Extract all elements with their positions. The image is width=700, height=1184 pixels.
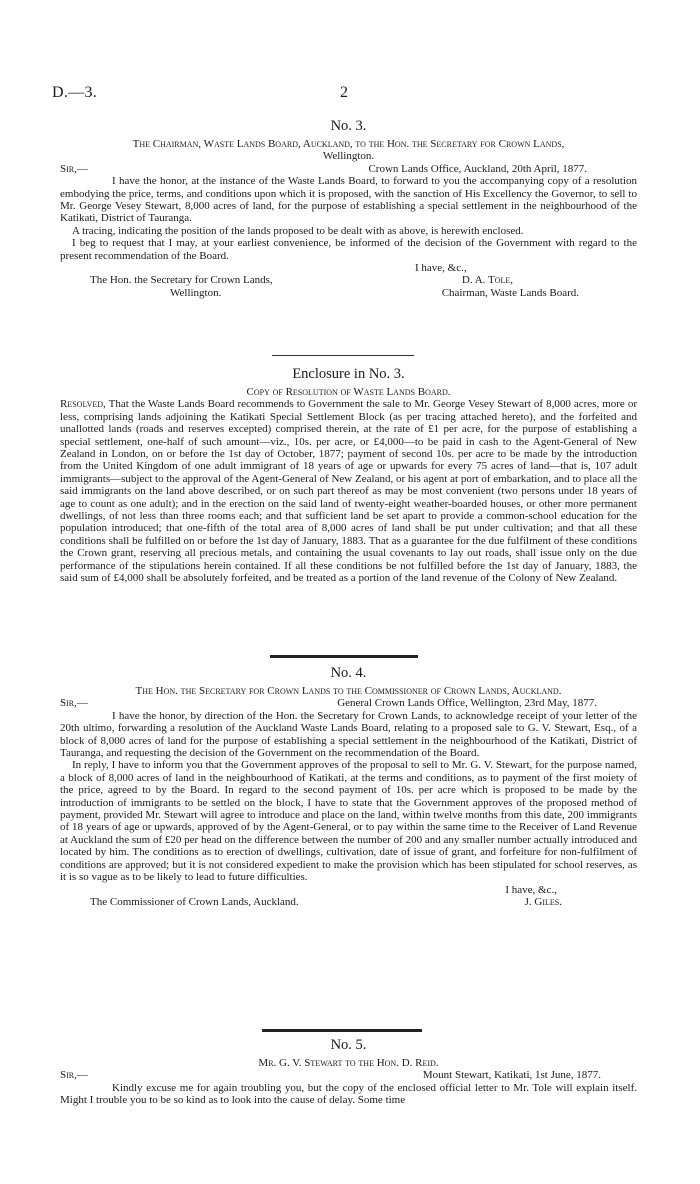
- letter-heading: No. 4.: [330, 665, 367, 681]
- enclosure-heading: Enclosure in No. 3.: [292, 366, 405, 382]
- letter-heading: No. 3.: [330, 118, 367, 134]
- salutation: Sir,—: [60, 697, 88, 710]
- paragraph: A tracing, indicating the position of the lands proposed to be dealt with as above, is herewith enclosed.: [72, 224, 524, 237]
- letter-heading: No. 5.: [330, 1037, 367, 1053]
- section-divider: [272, 355, 414, 356]
- section-divider: [262, 1029, 422, 1032]
- salutation: Sir,—: [60, 1069, 88, 1082]
- section-divider: [270, 655, 418, 658]
- letter-no5: [60, 1037, 637, 1107]
- salutation: Sir,—: [60, 162, 88, 175]
- closing: I have, &c.,: [505, 883, 557, 896]
- letter-salutation-line: [60, 163, 637, 175]
- closing: I have, &c.,: [415, 262, 467, 275]
- page-number: 2: [340, 84, 348, 101]
- resolution-text: Resolved, That the Waste Lands Board recommends to Government the sale to Mr. George Vesey Stewart of 8,000 acres, more or less, comprising lands adjoining the Katikati Special Settlement Block (as per tracing attached hereto), and the forfeited and unallotted lands (roads and reserves excepted) comprised therein, at the rate of £1 per acre, for the purpose of establishing a special settlement, one-half of such amount—viz., 10s. per acre, or £4,000—to be paid in cash to the Agent-General of New Zealand in London, on or before the 1st day of October, 1877; payment of second 10s. per acre to be made by the introduction from the United Kingdom of one adult immigrant of 18 years of age or upwards for every 75 acres of land—that is, 107 adult immigrants—subject to the approval of the Agent-General of New Zealand, or his agent at port of embarkation, and to place all the said immigrants on the land above described, or on such part thereof as may be most convenient (two persons under 18 years of age to count as one adult); and in the erection on the said land of twenty-eight weather-boarded houses, or other more permanent dwellings, of not less than three rooms each; and that sufficient land be set apart to provide a common-school education for the population introduced; that one-fifth of the total area of 8,000 acres of land shall be put under cultivation; and that all these conditions shall be fulfilled on or before the 1st day of January, 1883. That as a guarantee for the due fulfilment of these conditions the Crown grant, reserving all precious metals, and containing the usual covenants to lay out roads, shall issue only on the due performance of the stipulations herein contained. If all these conditions be not fulfilled before the 1st day of January, 1883, the said sum of £4,000 shall be absolutely forfeited, and be treated as a portion of the land revenue of the Colony of New Zealand.: [60, 398, 637, 585]
- paragraph: In reply, I have to inform you that the Government approves of the proposal to sell to Mr. G. V. Stewart, for the purpose named, a block of 8,000 acres of land in the neighbourhood of Katikati, at the terms and conditions, as to payment of the first moiety of the price, agreed to by the Board. In regard to the second payment of 10s. per acre which is proposed to be made by the introduction of immigrants to be settled on the block, I have to state that the Government approves of the proposed method of payment, provided Mr. Stewart will agree to introduce and place on the land, within twelve months from this date, 200 immigrants of 18 years of age or upwards, approved of by the Agent-General, or to pay within the same time to the Receiver of Land Revenue at Auckland the sum of £20 per head on the difference between the number of 200 and any smaller number actually introduced and located by him. The conditions as to erection of dwellings, cultivation, date of issue of grant, and forfeiture for non-fulfilment of conditions are approved; but it is not considered expedient to make the provision which has been stipulated for school reserves, as it is so vague as to be likely to lead to future difficulties.: [60, 759, 637, 884]
- letter-from-to: The Hon. the Secretary for Crown Lands to the Commissioner of Crown Lands, Auckland.: [135, 685, 562, 697]
- letter-salutation-line: [60, 1069, 637, 1081]
- letter-no3: [60, 118, 637, 299]
- paragraph: I beg to request that I may, at your earliest convenience, be informed of the decision of the Government with regard to the present recommendation of the Board.: [60, 237, 637, 262]
- letter-from-to: The Chairman, Waste Lands Board, Auckland, to the Hon. the Secretary for Crown Lands, Wellington.: [132, 138, 565, 163]
- paragraph: I have the honor, by direction of the Hon. the Secretary for Crown Lands, to acknowledge receipt of your letter of the 20th ultimo, forwarding a resolution of the Auckland Waste Lands Board, relating to a proposed sale to G. V. Stewart, Esq., of a block of 8,000 acres of land for the purpose of establishing a special settlement in the neighbourhood of the Katikati, District of Tauranga, and requesting the decision of the Government on the recommendation of the Board.: [60, 709, 637, 760]
- dateline: General Crown Lands Office, Wellington, 23rd May, 1877.: [337, 697, 597, 710]
- dateline: Mount Stewart, Katikati, 1st June, 1877.: [422, 1069, 601, 1082]
- signature-title: Chairman, Waste Lands Board.: [441, 286, 579, 299]
- dateline: Crown Lands Office, Auckland, 20th April, 1877.: [368, 162, 587, 175]
- paragraph: Kindly excuse me for again troubling you, but the copy of the enclosed official letter to Mr. Tole will explain itself. Might I trouble you to be so kind as to look into the cause of delay. Some time: [60, 1081, 637, 1107]
- letter-from-to: Mr. G. V. Stewart to the Hon. D. Reid.: [258, 1057, 439, 1069]
- paragraph: I have the honor, at the instance of the Waste Lands Board, to forward to you the accompanying copy of a resolution embodying the price, terms, and conditions upon which it is proposed, with the sanction of His Excellency the Governor, to sell to Mr. George Vesey Stewart, 8,000 acres of land, for the purpose of establishing a special settlement in the neighbourhood of the Katikati, District of Tauranga.: [60, 175, 637, 225]
- document-reference: D.—3.: [52, 84, 98, 101]
- enclosure-subheading: Copy of Resolution of Waste Lands Board.: [246, 386, 451, 398]
- letter-no4: [60, 665, 637, 908]
- addressee: The Commissioner of Crown Lands, Auckland.: [90, 895, 299, 908]
- signature: J. Giles.: [524, 895, 562, 908]
- addressee: The Hon. the Secretary for Crown Lands,: [90, 274, 273, 287]
- addressee: Wellington.: [170, 286, 222, 299]
- letter-salutation-line: [60, 697, 637, 709]
- enclosure-no3: [60, 366, 637, 585]
- signature: D. A. Tole,: [461, 274, 513, 287]
